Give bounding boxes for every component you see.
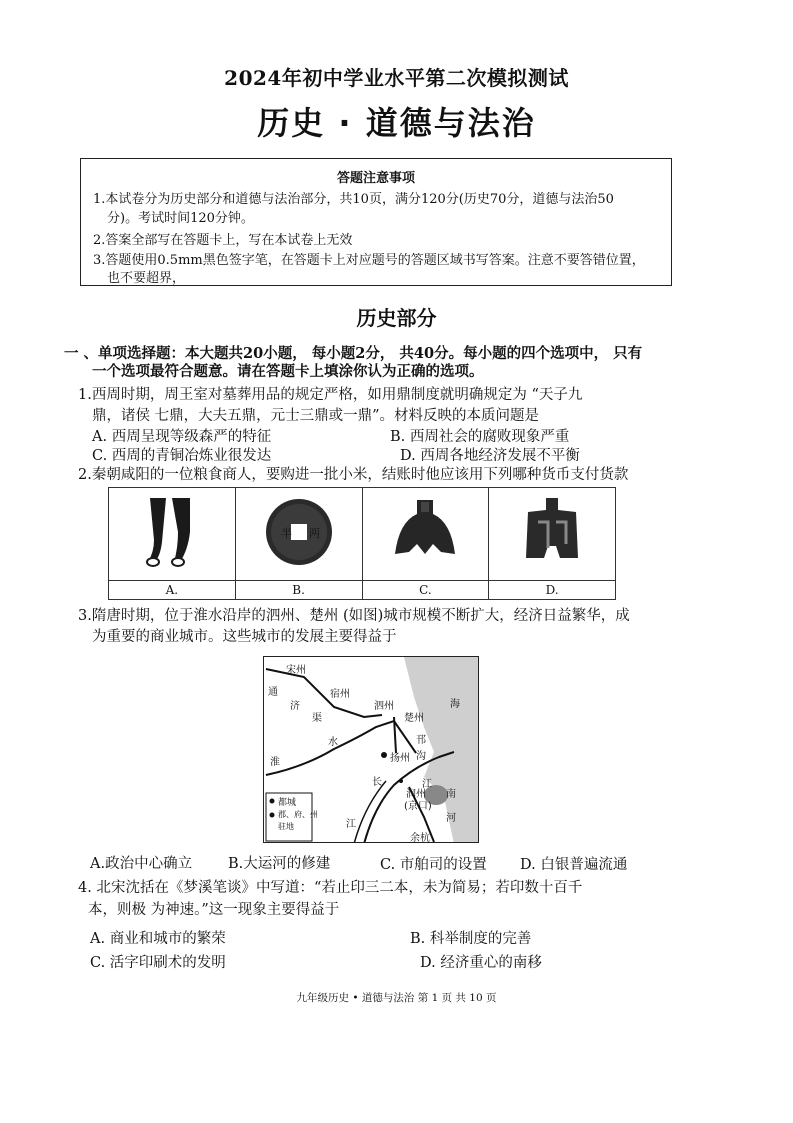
q2-label-b: B. xyxy=(235,581,362,600)
notice-item-3: 3.答题使用0.5mm黑色签字笔，在答题卡上对应题号的答题区域书写答案。注意不要答错位置， xyxy=(93,253,645,268)
section-title: 历史部分 xyxy=(356,306,437,330)
page-footer: 九年级历史 • 道德与法治 第 1 页 共 10 页 xyxy=(296,992,497,1004)
q3-option-d: D. 白银普遍流通 xyxy=(520,857,628,873)
map-label-jiang: 江 xyxy=(346,819,356,830)
q3-option-c: C. 市舶司的设置 xyxy=(380,857,487,873)
q1-stem-2: 鼎，诸侯 七鼎，大夫五鼎，元士三鼎或一鼎”。材料反映的本质问题是 xyxy=(92,408,540,424)
q4-option-d: D. 经济重心的南移 xyxy=(420,955,542,971)
svg-text:两: 两 xyxy=(308,527,320,540)
knife-coin-icon xyxy=(132,492,212,572)
map-label-ji: 济 xyxy=(290,701,300,712)
q1-option-c: C. 西周的青铜冶炼业很发达 xyxy=(92,448,272,464)
q3-stem-2: 为重要的商业城市。这些城市的发展主要得益于 xyxy=(92,629,397,645)
q2-label-c: C. xyxy=(362,581,489,600)
q4-option-c: C. 活字印刷术的发明 xyxy=(90,955,226,971)
map-label-han: 邗 xyxy=(416,735,426,746)
svg-text:半: 半 xyxy=(280,527,292,540)
shell-coin-icon xyxy=(385,492,465,572)
map-label-yuhang: 余杭 xyxy=(410,833,430,843)
map-label-shui: 水 xyxy=(328,737,338,748)
q2-label-a: A. xyxy=(109,581,236,600)
q3-option-b: B.大运河的修建 xyxy=(228,856,331,872)
q2-image-d xyxy=(489,488,616,581)
notice-item-2: 2.答案全部写在答题卡上，写在本试卷上无效 xyxy=(93,233,353,248)
map-label-sizhou: 泗州 xyxy=(374,701,394,712)
q3-stem-1: 3.隋唐时期，位于淮水沿岸的泗州、楚州 (如图)城市规模不断扩大，经济日益繁华，成 xyxy=(78,608,630,624)
map-label-runzhou: 润州 xyxy=(406,789,426,800)
q2-image-c xyxy=(362,488,489,581)
notice-item-3-cont: 也不要超界， xyxy=(107,271,186,286)
q1-stem-1: 1.西周时期，周王室对墓葬用品的规定严格，如用鼎制度就明确规定为 “天子九 xyxy=(78,387,583,403)
map-label-huai: 淮 xyxy=(270,757,280,768)
q2-stem-1: 2.秦朝咸阳的一位粮食商人，要购进一批小米，结账时他应该用下列哪种货币支付货款 xyxy=(78,467,629,483)
map-label-chuzhou: 楚州 xyxy=(404,713,424,724)
q2-coin-table xyxy=(108,487,616,600)
map-legend-prefecture: 郡、府、州 xyxy=(278,810,318,819)
notice-item-1: 1.本试卷分为历史部分和道德与法治部分，共10页，满分120分(历史70分，道德与法治50 xyxy=(93,192,614,207)
map-label-gou: 沟 xyxy=(416,751,426,762)
map-label-songzhou: 宋州 xyxy=(286,665,306,676)
map-label-chang: 长 xyxy=(372,777,382,788)
map-label-qu: 渠 xyxy=(312,713,322,724)
map-legend-capital: 都城 xyxy=(278,798,297,808)
exam-title: 2024年初中学业水平第二次模拟测试 xyxy=(224,66,569,90)
q3-canal-map xyxy=(263,656,479,843)
map-label-jiangnan-jiang: 江 xyxy=(422,779,432,790)
spade-coin-icon xyxy=(512,492,592,572)
q4-stem-2: 本，则极 为神速。”这一现象主要得益于 xyxy=(88,902,340,918)
map-legend-seat: 驻地 xyxy=(278,822,294,831)
q2-image-a xyxy=(109,488,236,581)
section-instructions-2: 一个选项最符合题意。请在答题卡上填涂你认为正确的选项。 xyxy=(92,363,484,380)
notice-item-1-cont: 分)。考试时间120分钟。 xyxy=(107,211,254,226)
q4-option-b: B. 科举制度的完善 xyxy=(410,931,532,947)
q2-image-b xyxy=(235,488,362,581)
round-coin-icon xyxy=(259,492,339,572)
notice-box xyxy=(80,158,672,286)
map-label-jiangnan-nan: 南 xyxy=(446,789,456,800)
subject-title: 历史 · 道德与法治 xyxy=(257,104,536,142)
q3-option-a: A.政治中心确立 xyxy=(90,856,193,872)
section-instructions-1: 一 、单项选择题：本大题共20小题， 每小题2分， 共40分。每小题的四个选项中， 只有 xyxy=(64,345,643,362)
q2-label-d: D. xyxy=(489,581,616,600)
map-label-jiangnan-he: 河 xyxy=(446,813,456,824)
notice-title: 答题注意事项 xyxy=(336,171,415,186)
q4-stem-1: 4. 北宋沈括在《梦溪笔谈》中写道：“若止印三二本，未为简易；若印数十百千 xyxy=(78,880,583,896)
q4-option-a: A. 商业和城市的繁荣 xyxy=(90,931,226,947)
map-label-suzhou: 宿州 xyxy=(330,689,350,700)
q1-option-a: A. 西周呈现等级森严的特征 xyxy=(92,429,272,445)
map-label-yangzhou: 扬州 xyxy=(390,753,410,764)
map-label-jingkou: (京口) xyxy=(404,801,432,812)
q1-option-b: B. 西周社会的腐败现象严重 xyxy=(390,429,570,445)
q1-option-d: D. 西周各地经济发展不平衡 xyxy=(400,448,580,464)
map-label-hai: 海 xyxy=(450,699,460,710)
map-label-tong: 通 xyxy=(268,687,278,698)
